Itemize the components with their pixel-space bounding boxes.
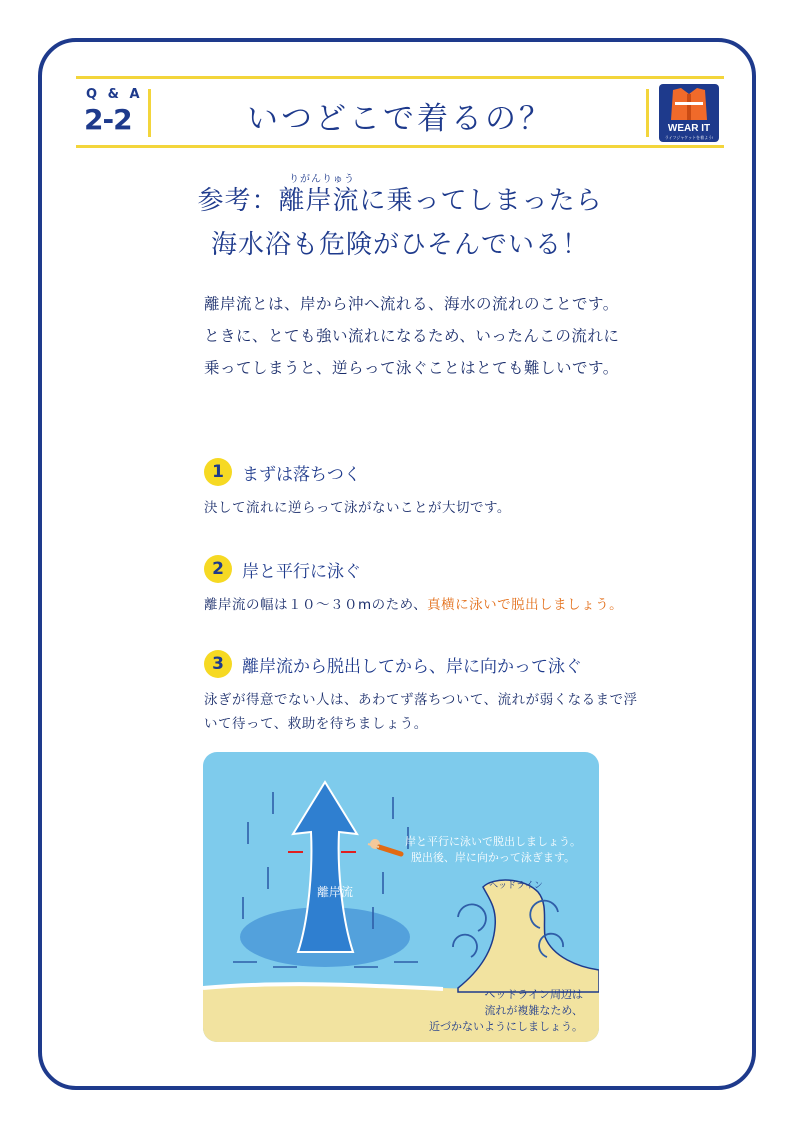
swim-note-1: 岸と平行に泳いで脱出しましょう。 — [405, 835, 581, 848]
step-title: まずは落ちつく — [242, 464, 361, 485]
step-body-highlight: 真横に泳いで脱出しましょう。 — [427, 597, 624, 613]
qa-label: Q & A — [86, 87, 143, 102]
warning-line-1: ヘッドライン周辺は — [484, 988, 583, 1001]
ruby-annotation: りがんりゅう — [289, 174, 355, 185]
question-number: 2-2 — [84, 103, 132, 136]
step-number-badge: 1 — [204, 458, 232, 486]
headland-label: ヘッドライン — [489, 881, 543, 891]
page-title: いつどこで着るの？ — [247, 101, 553, 137]
step-body — [204, 593, 644, 617]
rip-current-label: 離岸流 — [316, 885, 353, 899]
step-title: 岸と平行に泳ぐ — [242, 561, 361, 582]
swim-note-2: 脱出後、岸に向かって泳ぎます。 — [410, 851, 576, 864]
step-body: 決して流れに逆らって泳がないことが大切です。 — [204, 500, 511, 516]
wear-it-badge — [659, 84, 719, 142]
divider-right — [646, 89, 649, 137]
subheading-line-2: 海水浴も危険がひそんでいる！ — [210, 230, 589, 260]
rip-current-illustration — [203, 752, 599, 1042]
subheading-line-1: 参考：離岸流に乗ってしまったら — [197, 186, 603, 216]
step-title: 離岸流から脱出してから、岸に向かって泳ぐ — [242, 656, 582, 677]
step-3 — [204, 650, 644, 736]
intro-paragraph: 離岸流とは、岸から沖へ流れる、海水の流れのことです。ときに、とても強い流れになるため、いったんこの流れに乗ってしまうと、逆らって泳ぐことはとても難しいです。 — [204, 295, 620, 377]
step-2 — [204, 555, 644, 617]
step-body-text: 離岸流の幅は１０～３０mのため、 — [204, 597, 428, 613]
badge-subtext: ライフジャケットを着よう! — [664, 135, 714, 140]
warning-line-2: 流れが複雑なため、 — [484, 1004, 583, 1017]
step-number-badge: 3 — [204, 650, 232, 678]
warning-line-3: 近づかないようにしましょう。 — [429, 1020, 583, 1033]
step-body: 泳ぎが得意でない人は、あわてず落ちついて、流れが弱くなるまで浮いて待って、救助を待ちましょう。 — [204, 692, 638, 732]
step-1 — [204, 458, 644, 520]
page-header — [76, 76, 724, 148]
step-number-badge: 2 — [204, 555, 232, 583]
badge-text: WEAR IT — [667, 123, 711, 134]
